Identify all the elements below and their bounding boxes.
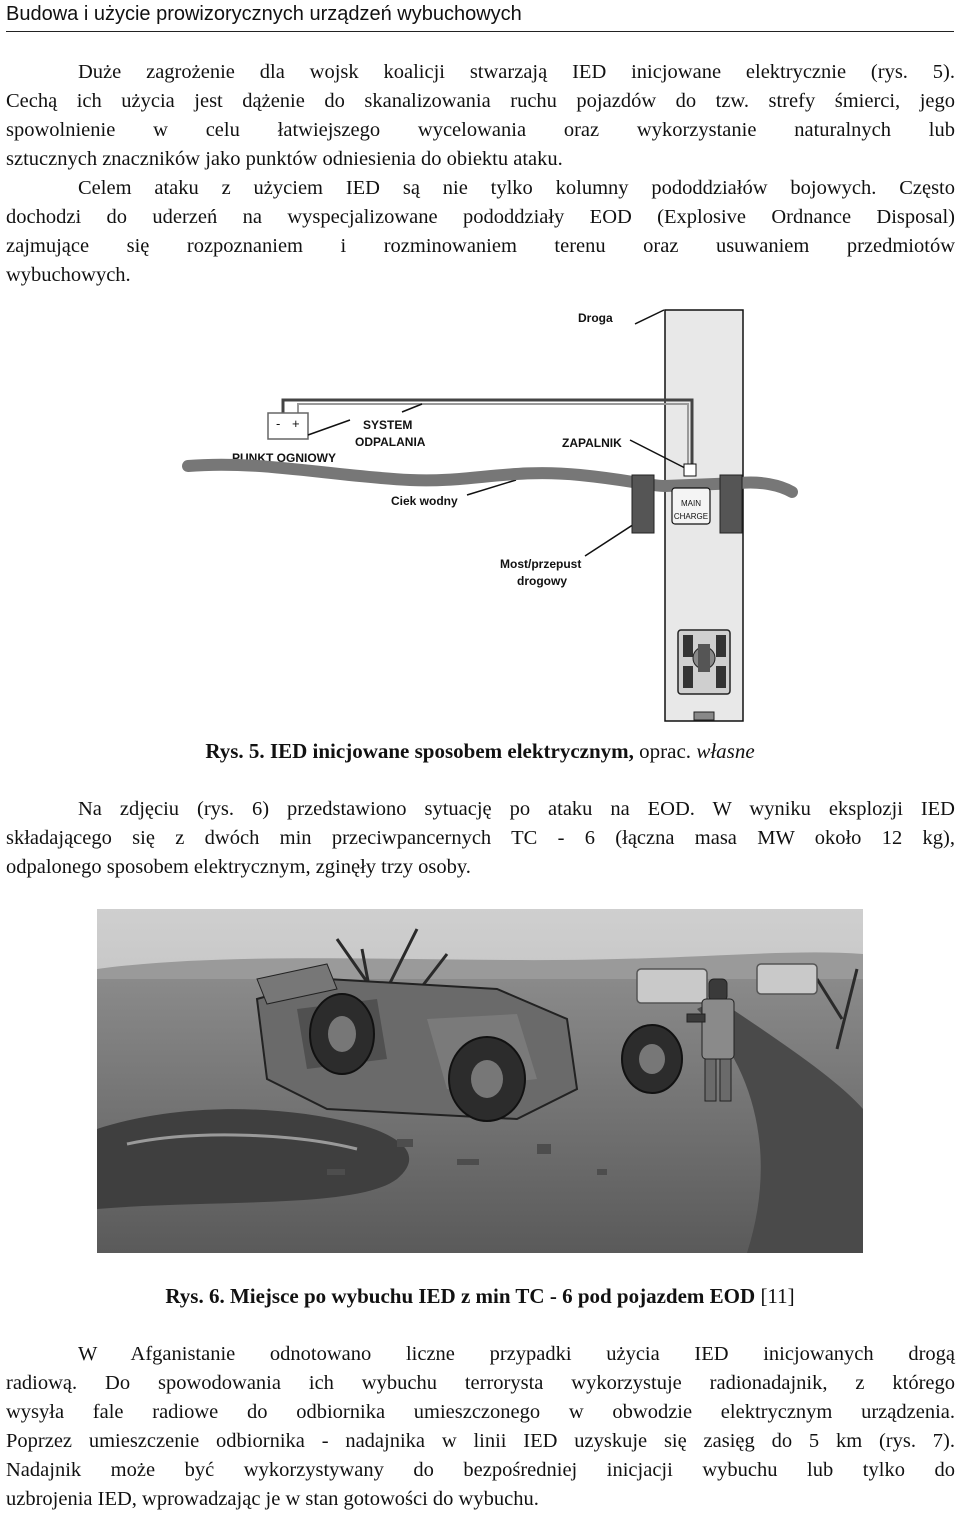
text-line: Cechą ich użycia jest dążenie do skanalizowania ruchu pojazdów do tzw. strefy śmierci, jego	[6, 90, 955, 112]
battery-minus: -	[276, 416, 281, 431]
text-line: W Afganistanie odnotowano liczne przypadki użycia IED inicjowanych drogą	[78, 1343, 955, 1365]
main-charge-label: MAIN	[681, 499, 701, 508]
text-line: wybuchowych.	[6, 264, 131, 286]
text-line: Celem ataku z użyciem IED są nie tylko kolumny pododdziałów bojowych. Często	[78, 177, 955, 199]
figure-5-label: Rys. 5.	[205, 739, 265, 763]
paragraph-radio-ied	[6, 1340, 955, 1514]
bridge-abutment-right	[720, 475, 742, 533]
text-line: Duże zagrożenie dla wojsk koalicji stwarzają IED inicjowane elektrycznie (rys. 5).	[78, 61, 955, 83]
text-line: dochodzi do uderzeń na wyspecjalizowane pododdziały EOD (Explosive Ordnance Disposal)	[6, 206, 955, 228]
running-header: Budowa i użycie prowizorycznych urządzeń wybuchowych	[6, 0, 954, 32]
text-line: spowolnienie w celu łatwiejszego wycelowania oraz wykorzystanie naturalnych lub	[6, 119, 955, 141]
text-line: sztucznych znaczników jako punktów odniesienia do obiektu ataku.	[6, 148, 563, 170]
text-line: odpalonego sposobem elektrycznym, zginęły trzy osoby.	[6, 856, 471, 878]
main-charge-label-2: CHARGE	[673, 512, 709, 521]
text-line: radiową. Do spowodowania ich wybuchu terrorysta wykorzystuje radionadajnik, z którego	[6, 1372, 955, 1394]
figure-6-title: Miejsce po wybuchu IED z min TC - 6 pod pojazdem EOD	[229, 1284, 756, 1308]
firing-system-label-2: ODPALANIA	[355, 435, 426, 449]
firing-point-label: PUNKT OGNIOWY	[232, 451, 336, 465]
bridge-abutment-left	[632, 475, 654, 533]
figure-6-caption	[0, 1282, 960, 1310]
detonator-icon	[684, 464, 696, 476]
text-line: Nadajnik może być wykorzystywany do bezpośredniej inicjacji wybuchu lub tylko do	[6, 1459, 955, 1481]
battery-plus: +	[292, 416, 300, 431]
detonator-label: ZAPALNIK	[562, 436, 622, 450]
text-line: wysyła fale radiowe do odbiornika umieszczonego w obwodzie elektrycznym urządzenia.	[6, 1401, 955, 1423]
figure-5-source-b: własne	[696, 739, 755, 763]
paragraph-eod-photo	[6, 795, 955, 882]
firing-system-label: SYSTEM	[363, 418, 413, 432]
figure-5-source-a: oprac.	[639, 739, 692, 763]
text-line: uzbrojenia IED, wprowadzając je w stan gotowości do wybuchu.	[6, 1488, 539, 1510]
road-label: Droga	[578, 311, 613, 325]
ied-electric-diagram	[180, 300, 800, 730]
text-line: Poprzez umieszczenie odbiornika - nadajnika w linii IED uzyskuje się zasięg do 5 km (rys. 7).	[6, 1430, 955, 1452]
figure-6-label: Rys. 6.	[165, 1284, 225, 1308]
figure-6-reference: [11]	[760, 1284, 795, 1308]
explosion-site-photo	[97, 909, 863, 1253]
text-line: składającego się z dwóch min przeciwpancernych TC - 6 (łączna masa MW około 12 kg),	[6, 827, 955, 849]
paragraph-electric-ied	[6, 58, 955, 174]
paragraph-eod-attacks	[6, 174, 955, 290]
bridge-label: Most/przepust	[500, 557, 582, 571]
stream-label: Ciek wodny	[391, 494, 458, 508]
firing-wire	[283, 400, 692, 466]
bridge-label-2: drogowy	[517, 574, 567, 588]
text-line: Na zdjęciu (rys. 6) przedstawiono sytuację po ataku na EOD. W wyniku eksplozji IED	[78, 798, 955, 820]
figure-5-title: IED inicjowane sposobem elektrycznym,	[269, 739, 634, 763]
figure-5-caption	[0, 737, 960, 765]
text-line: zajmujące się rozpoznaniem i rozminowaniem terenu oraz usuwaniem przedmiotów	[6, 235, 955, 257]
battery-icon	[268, 413, 308, 439]
